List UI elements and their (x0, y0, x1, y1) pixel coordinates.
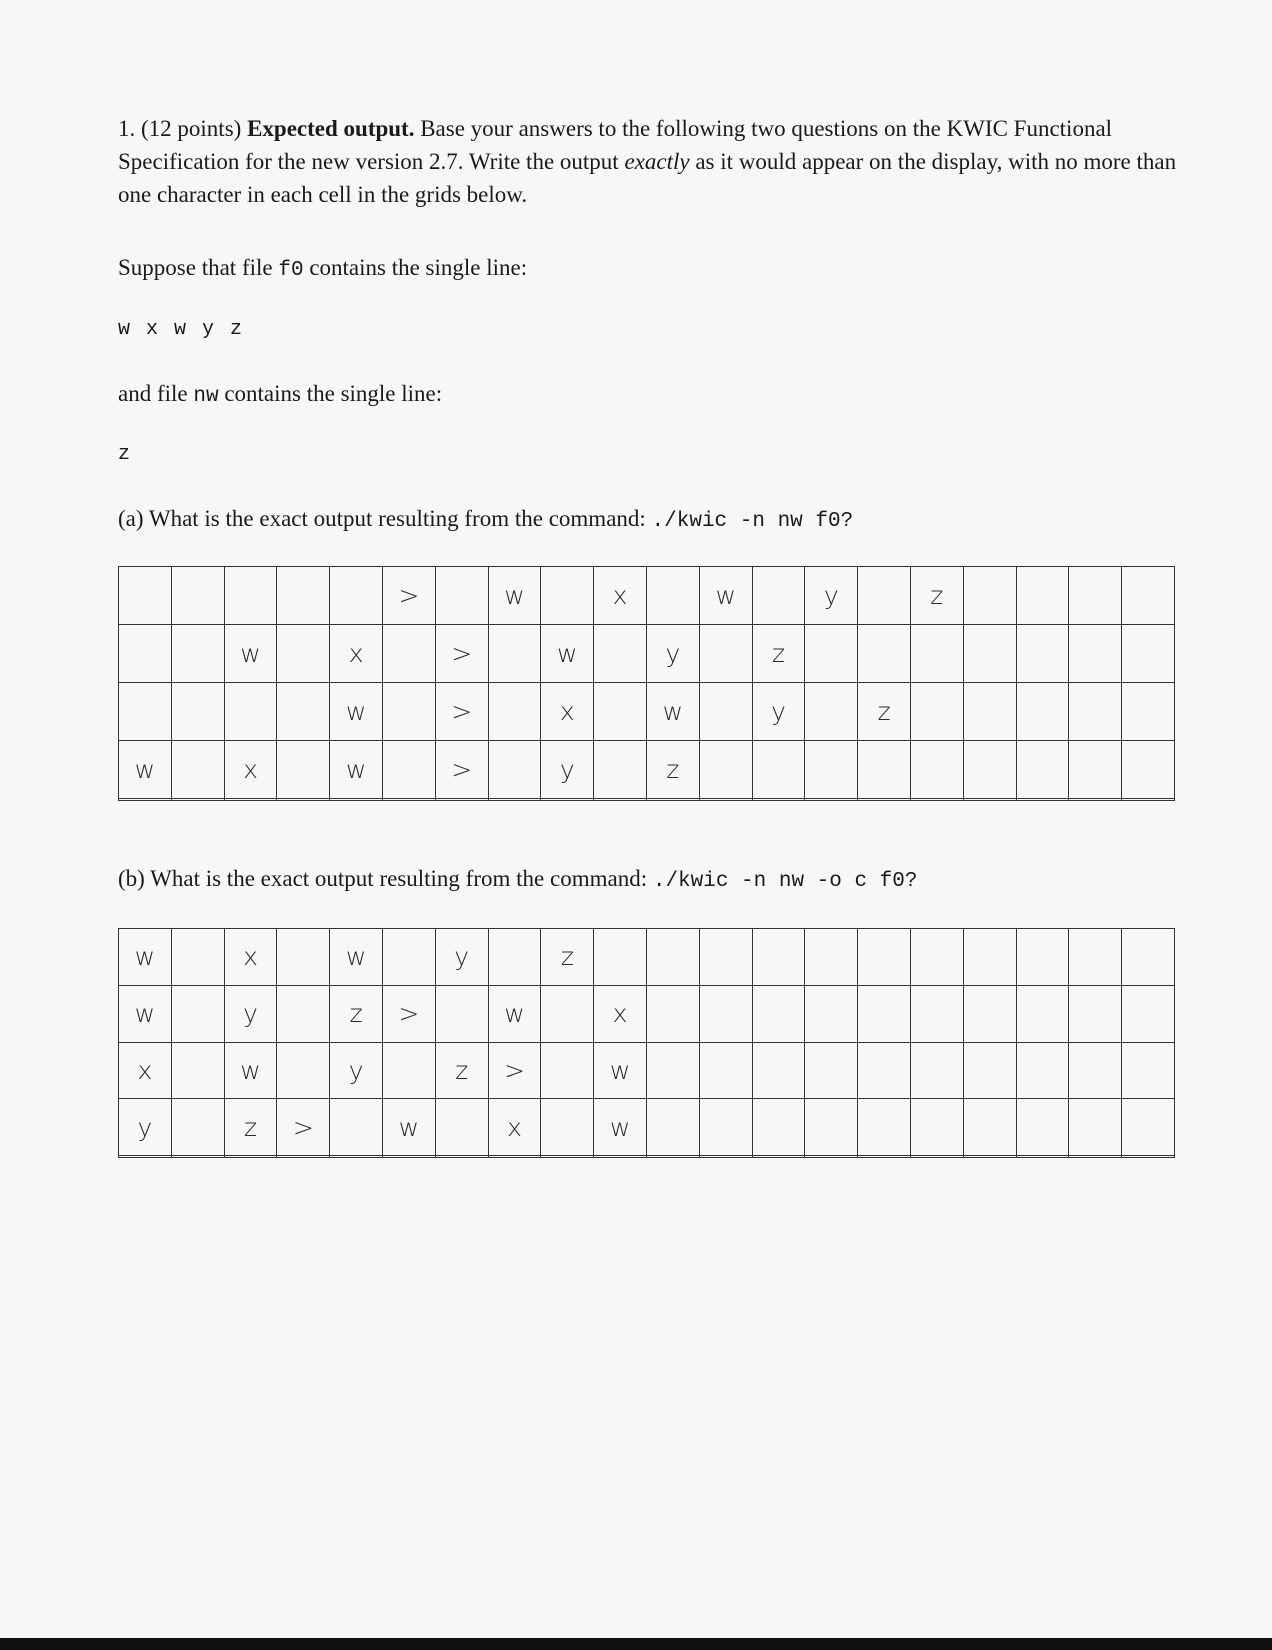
grid-cell[interactable] (171, 1156, 224, 1158)
grid-cell[interactable] (171, 741, 224, 799)
grid-cell[interactable]: > (382, 567, 435, 625)
grid-cell[interactable] (963, 625, 1016, 683)
grid-cell[interactable] (541, 1042, 594, 1099)
grid-cell[interactable] (963, 1156, 1016, 1158)
grid-cell[interactable]: w (119, 985, 172, 1042)
grid-cell[interactable] (1122, 567, 1175, 625)
part-b-label: (b) What is the exact output resulting from the command: (118, 866, 648, 891)
grid-cell[interactable] (171, 799, 224, 801)
grid-cell[interactable] (963, 929, 1016, 986)
question-intro-text-1: Base your answers to the following two questions on the KWIC Functional Specification for the new version 2.7. Write the output (118, 116, 1113, 174)
grid-cell[interactable] (1016, 683, 1069, 741)
grid-cell[interactable]: x (224, 929, 277, 986)
grid-cell[interactable]: x (594, 985, 647, 1042)
grid-cell[interactable]: w (594, 1099, 647, 1156)
grid-cell[interactable] (541, 1156, 594, 1158)
grid-cell[interactable] (963, 799, 1016, 801)
grid-cell[interactable] (435, 1156, 488, 1158)
grid-cell[interactable]: w (488, 985, 541, 1042)
grid-cell[interactable] (119, 567, 172, 625)
grid-cell[interactable] (277, 1042, 330, 1099)
grid-cell[interactable] (1069, 567, 1122, 625)
grid-cell[interactable]: y (646, 625, 699, 683)
grid-cell[interactable] (963, 1099, 1016, 1156)
grid-cell[interactable] (699, 625, 752, 683)
grid-cell[interactable] (594, 929, 647, 986)
grid-cell[interactable] (594, 683, 647, 741)
grid-cell[interactable]: z (858, 683, 911, 741)
grid-cell[interactable] (488, 683, 541, 741)
grid-cell[interactable]: y (435, 929, 488, 986)
grid-cell[interactable] (858, 985, 911, 1042)
grid-cell[interactable] (699, 929, 752, 986)
grid-cell[interactable]: y (541, 741, 594, 799)
grid-cell[interactable] (1069, 741, 1122, 799)
grid-cell[interactable] (910, 741, 963, 799)
grid-cell[interactable] (910, 683, 963, 741)
grid-cell[interactable] (277, 683, 330, 741)
grid-cell[interactable]: z (646, 741, 699, 799)
grid-cell[interactable] (382, 929, 435, 986)
part-b-command: ./kwic -n nw -o c f0? (652, 870, 918, 893)
grid-cell[interactable] (910, 985, 963, 1042)
grid-cell[interactable] (646, 799, 699, 801)
grid-cell[interactable] (541, 799, 594, 801)
grid-cell[interactable] (330, 1099, 383, 1156)
grid-cell[interactable]: w (488, 567, 541, 625)
grid-cell[interactable]: y (752, 683, 805, 741)
grid-cell[interactable] (171, 1042, 224, 1099)
grid-cell[interactable]: > (382, 985, 435, 1042)
grid-cell[interactable] (224, 567, 277, 625)
grid-cell[interactable] (805, 683, 858, 741)
grid-cell[interactable] (1016, 929, 1069, 986)
grid-cell[interactable] (1016, 985, 1069, 1042)
question-heading: Expected output. (247, 116, 415, 141)
grid-cell[interactable] (1069, 1042, 1122, 1099)
grid-cell[interactable]: x (224, 741, 277, 799)
grid-cell[interactable] (1122, 625, 1175, 683)
grid-cell[interactable]: y (805, 567, 858, 625)
grid-cell[interactable]: z (910, 567, 963, 625)
grid-cell[interactable] (858, 741, 911, 799)
grid-cell[interactable] (594, 625, 647, 683)
grid-cell[interactable]: z (330, 985, 383, 1042)
grid-row (119, 1156, 1175, 1158)
grid-cell[interactable] (858, 567, 911, 625)
grid-cell[interactable] (435, 1099, 488, 1156)
grid-cell[interactable] (277, 1156, 330, 1158)
grid-cell[interactable] (1122, 799, 1175, 801)
grid-cell[interactable] (382, 683, 435, 741)
grid-row (119, 625, 1175, 683)
grid-cell[interactable]: z (541, 929, 594, 986)
grid-cell[interactable]: w (330, 929, 383, 986)
grid-cell[interactable] (1016, 741, 1069, 799)
grid-cell[interactable]: > (488, 1042, 541, 1099)
grid-cell[interactable] (382, 625, 435, 683)
grid-cell[interactable] (224, 1156, 277, 1158)
grid-row (119, 799, 1175, 801)
grid-cell[interactable] (752, 1099, 805, 1156)
grid-cell[interactable]: y (224, 985, 277, 1042)
grid-cell[interactable] (488, 625, 541, 683)
grid-row (119, 683, 1175, 741)
grid-cell[interactable] (488, 1156, 541, 1158)
grid-cell[interactable] (488, 929, 541, 986)
grid-cell[interactable] (1069, 683, 1122, 741)
grid-cell[interactable] (1016, 1099, 1069, 1156)
grid-cell[interactable]: w (119, 929, 172, 986)
grid-cell[interactable] (1122, 1042, 1175, 1099)
grid-cell[interactable]: x (541, 683, 594, 741)
grid-row (119, 567, 1175, 625)
grid-cell[interactable] (1122, 929, 1175, 986)
scan-edge (0, 1638, 1272, 1650)
grid-cell[interactable] (1016, 625, 1069, 683)
grid-cell[interactable] (1016, 1042, 1069, 1099)
grid-cell[interactable] (646, 1099, 699, 1156)
grid-cell[interactable] (963, 741, 1016, 799)
grid-cell[interactable] (858, 929, 911, 986)
grid-cell[interactable] (646, 567, 699, 625)
file-nw-suffix: contains the single line: (224, 381, 443, 406)
grid-cell[interactable]: w (224, 625, 277, 683)
grid-cell[interactable] (805, 929, 858, 986)
grid-cell[interactable] (541, 985, 594, 1042)
grid-cell[interactable] (910, 1042, 963, 1099)
question-intro-emphasis: exactly (624, 149, 690, 174)
grid-cell[interactable] (330, 567, 383, 625)
grid-cell[interactable] (224, 683, 277, 741)
grid-cell[interactable] (1122, 741, 1175, 799)
grid-cell[interactable]: w (119, 741, 172, 799)
grid-cell[interactable] (699, 985, 752, 1042)
grid-cell[interactable] (171, 929, 224, 986)
file-nw-prefix: and file (118, 381, 188, 406)
grid-cell[interactable]: w (330, 683, 383, 741)
part-a-label: (a) What is the exact output resulting from the command: (118, 506, 646, 531)
grid-cell[interactable] (646, 985, 699, 1042)
grid-cell[interactable]: x (330, 625, 383, 683)
grid-cell[interactable] (1069, 625, 1122, 683)
grid-cell[interactable] (435, 985, 488, 1042)
grid-cell[interactable] (1016, 799, 1069, 801)
file-nw-content: z (118, 443, 133, 466)
question-points: (12 points) (141, 116, 242, 141)
grid-cell[interactable] (277, 567, 330, 625)
grid-cell[interactable] (382, 1156, 435, 1158)
grid-cell[interactable] (805, 1042, 858, 1099)
grid-cell[interactable] (699, 799, 752, 801)
grid-cell[interactable] (119, 1156, 172, 1158)
grid-cell[interactable] (646, 1156, 699, 1158)
grid-cell[interactable]: w (541, 625, 594, 683)
file-nw-description (118, 377, 1178, 413)
grid-row (119, 741, 1175, 799)
grid-cell[interactable] (699, 683, 752, 741)
grid-cell[interactable] (910, 625, 963, 683)
file-f0-name: f0 (278, 259, 304, 282)
grid-cell[interactable] (1069, 799, 1122, 801)
grid-cell[interactable] (277, 799, 330, 801)
grid-row (119, 985, 1175, 1042)
grid-cell[interactable] (435, 799, 488, 801)
grid-cell[interactable] (277, 929, 330, 986)
grid-cell[interactable] (541, 1099, 594, 1156)
grid-cell[interactable] (171, 625, 224, 683)
grid-cell[interactable] (805, 741, 858, 799)
grid-cell[interactable]: w (594, 1042, 647, 1099)
grid-cell[interactable] (382, 799, 435, 801)
part-b-answer-grid (118, 928, 1175, 1158)
grid-cell[interactable] (1122, 1156, 1175, 1158)
grid-cell[interactable] (1069, 929, 1122, 986)
grid-cell[interactable] (858, 625, 911, 683)
grid-cell[interactable] (963, 1042, 1016, 1099)
part-b-question (118, 862, 1178, 898)
grid-cell[interactable] (277, 741, 330, 799)
grid-cell[interactable]: x (594, 567, 647, 625)
grid-cell[interactable] (171, 683, 224, 741)
part-a-command: ./kwic -n nw f0? (651, 510, 854, 533)
grid-cell[interactable] (1016, 1156, 1069, 1158)
grid-row (119, 1042, 1175, 1099)
grid-cell[interactable] (699, 741, 752, 799)
grid-cell[interactable]: w (330, 741, 383, 799)
grid-cell[interactable]: > (435, 683, 488, 741)
grid-cell[interactable] (382, 741, 435, 799)
grid-cell[interactable] (488, 741, 541, 799)
grid-cell[interactable] (119, 683, 172, 741)
question-intro-text-2: as it would appear on the display, with no more than one character in each cell in the grids below. (118, 149, 1177, 207)
file-nw-name: nw (193, 385, 219, 408)
grid-cell[interactable] (963, 567, 1016, 625)
grid-cell[interactable] (910, 799, 963, 801)
grid-cell[interactable] (858, 1099, 911, 1156)
part-a-answer-grid (118, 566, 1175, 801)
grid-cell[interactable]: w (224, 1042, 277, 1099)
grid-cell[interactable] (752, 741, 805, 799)
grid-row (119, 929, 1175, 986)
grid-cell[interactable] (171, 985, 224, 1042)
grid-cell[interactable] (805, 625, 858, 683)
grid-cell[interactable]: > (277, 1099, 330, 1156)
grid-cell[interactable] (277, 985, 330, 1042)
grid-cell[interactable]: z (435, 1042, 488, 1099)
file-f0-prefix: Suppose that file (118, 255, 273, 280)
grid-cell[interactable] (963, 985, 1016, 1042)
file-f0-content: w x w y z (118, 318, 245, 341)
grid-cell[interactable] (752, 985, 805, 1042)
grid-cell[interactable] (910, 1099, 963, 1156)
grid-cell[interactable] (910, 1156, 963, 1158)
question-intro (118, 112, 1178, 211)
file-f0-suffix: contains the single line: (309, 255, 528, 280)
grid-cell[interactable] (858, 1156, 911, 1158)
grid-cell[interactable] (1016, 567, 1069, 625)
grid-cell[interactable] (594, 741, 647, 799)
grid-cell[interactable]: w (699, 567, 752, 625)
grid-cell[interactable] (382, 1042, 435, 1099)
grid-cell[interactable]: > (435, 741, 488, 799)
part-a-question (118, 502, 1178, 538)
grid-cell[interactable] (805, 1099, 858, 1156)
file-f0-description (118, 251, 1178, 287)
grid-cell[interactable] (1069, 985, 1122, 1042)
grid-cell[interactable] (1122, 985, 1175, 1042)
grid-cell[interactable] (119, 625, 172, 683)
grid-cell[interactable] (171, 567, 224, 625)
grid-cell[interactable] (1122, 1099, 1175, 1156)
grid-cell[interactable] (699, 1099, 752, 1156)
grid-cell[interactable]: y (119, 1099, 172, 1156)
grid-cell[interactable] (699, 1042, 752, 1099)
grid-cell[interactable]: z (752, 625, 805, 683)
grid-cell[interactable] (910, 929, 963, 986)
grid-cell[interactable]: y (330, 1042, 383, 1099)
grid-cell[interactable]: z (224, 1099, 277, 1156)
grid-cell[interactable] (330, 799, 383, 801)
grid-cell[interactable] (805, 1156, 858, 1158)
grid-cell[interactable]: w (382, 1099, 435, 1156)
grid-cell[interactable] (1122, 683, 1175, 741)
grid-cell[interactable] (699, 1156, 752, 1158)
grid-cell[interactable] (488, 799, 541, 801)
grid-cell[interactable] (752, 1156, 805, 1158)
grid-cell[interactable] (594, 799, 647, 801)
grid-cell[interactable] (119, 799, 172, 801)
grid-cell[interactable] (1069, 1099, 1122, 1156)
grid-cell[interactable] (541, 567, 594, 625)
grid-cell[interactable] (963, 683, 1016, 741)
grid-cell[interactable] (1069, 1156, 1122, 1158)
grid-cell[interactable] (805, 799, 858, 801)
grid-cell[interactable] (594, 1156, 647, 1158)
grid-cell[interactable] (752, 929, 805, 986)
grid-cell[interactable] (858, 799, 911, 801)
grid-cell[interactable] (805, 985, 858, 1042)
grid-row (119, 1099, 1175, 1156)
grid-cell[interactable] (224, 799, 277, 801)
grid-cell[interactable] (646, 1042, 699, 1099)
grid-cell[interactable] (277, 625, 330, 683)
grid-cell[interactable]: x (488, 1099, 541, 1156)
grid-cell[interactable] (752, 799, 805, 801)
grid-cell[interactable] (858, 1042, 911, 1099)
grid-cell[interactable] (435, 567, 488, 625)
grid-cell[interactable] (752, 567, 805, 625)
grid-cell[interactable] (171, 1099, 224, 1156)
grid-cell[interactable] (752, 1042, 805, 1099)
grid-cell[interactable]: > (435, 625, 488, 683)
grid-cell[interactable]: w (646, 683, 699, 741)
grid-cell[interactable] (646, 929, 699, 986)
question-number: 1. (118, 116, 136, 141)
grid-cell[interactable]: x (119, 1042, 172, 1099)
grid-cell[interactable] (330, 1156, 383, 1158)
